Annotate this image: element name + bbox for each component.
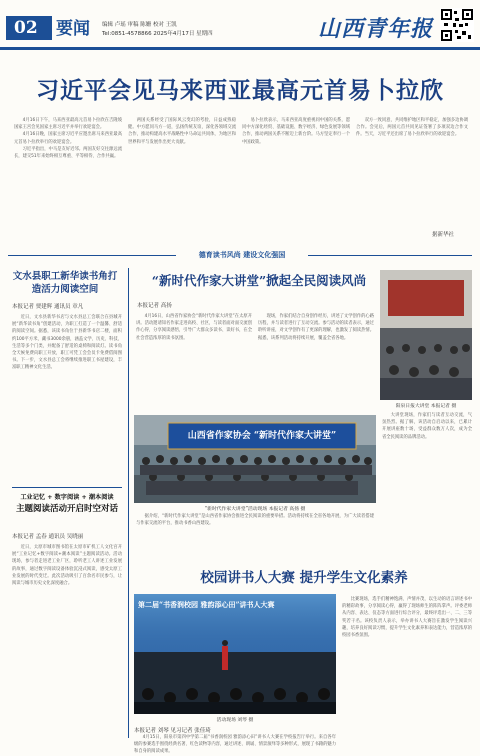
story-byline-lecture: 本报记者 高扬 bbox=[137, 303, 172, 309]
lead-paragraph: 两国关系经受了国际风云变幻的考验，日益成熟稳健。中方愿同马方一道，弘扬传统友谊，深化各领域交流合作，推动构建高水平战略性中马命运共同体，为地区和世界和平与发展作出更大贡献。 bbox=[128, 118, 236, 145]
contest-screen-text: 第二届“书香润校园 雅韵添心田”讲书人大赛 bbox=[138, 600, 275, 609]
story-byline-storyteller: 本报记者 刘琴 见习记者 张佳琦 bbox=[134, 728, 211, 734]
story-body-lecture-left bbox=[136, 313, 252, 413]
story-title-reading: 主题阅读活动开启时空对话 bbox=[15, 504, 118, 514]
lead-paragraph: 4月16日晚，国家主席习近平应邀出席马来西亚最高元首易卜拉欣举行的欢迎宴会。 bbox=[14, 132, 122, 145]
story-paragraph: 近日，太原市城市图书馆在太原市矿机工人文化宫开展“工业记忆+数字阅读+潮本阅读”主题阅读活动。活动现场，参与者走进老工业厂区，聆听老工人讲述工业发展的故事，通过数字阅读设备体验沉浸式阅读，感受太原工业发展的时代变迁。此次活动吸引了百余名市民参与，让阅读与城市历史文化深度融合。 bbox=[12, 545, 122, 587]
group-photo-writers bbox=[134, 415, 376, 503]
lead-article-column-4 bbox=[356, 117, 468, 227]
lead-article-column-2 bbox=[128, 117, 236, 239]
lead-paragraph: 易卜拉欣表示，马来西亚高度重视同中国的关系，愿同中方深化经贸、基础设施、数字经济、绿色发展等领域合作，推动两国关系不断迈上新台阶。马方坚定奉行一个中国政策。 bbox=[242, 118, 350, 145]
story-byline-wenshui: 本报记者 贾建辉 通讯员 章凡 bbox=[12, 304, 84, 310]
section-title: 要闻 bbox=[56, 19, 90, 39]
story-body-wenshui bbox=[12, 314, 122, 484]
story-byline-reading: 本报记者 孟春 通讯员 吴晓丽 bbox=[12, 534, 84, 540]
story-title-lecture: “新时代作家大讲堂”掀起全民阅读风尚 bbox=[151, 273, 367, 288]
lead-source: 据新华社 bbox=[432, 232, 455, 238]
lead-paragraph: 4月16日下午，马来西亚最高元首易卜拉欣在吉隆坡国家王宫会见国家主席习近平并举行欢迎宴会。 bbox=[14, 118, 122, 131]
main-headline: 习近平会见马来西亚最高元首易卜拉欣 bbox=[36, 77, 444, 104]
section-banner-text: 德育读书风尚 建设文化强国 bbox=[176, 249, 308, 262]
story-paragraph: 比赛现场，选手们精神饱满、声情并茂，以生动的语言讲述书中的精彩故事，分享阅读心得，赢得了现场师生的阵阵掌声。评委老师从内容、表达、仪态等方面进行综合评分，最终评选出一、二、三等奖若干名。该校负责人表示，举办讲书人大赛旨在激发学生阅读兴趣，培养良好阅读习惯，提升学生文化素养和表达能力，营造浓厚的校园书香氛围。 bbox=[342, 597, 472, 639]
lead-article-column-3 bbox=[242, 117, 350, 239]
story-title-storyteller: 校园讲书人大赛 提升学生文化素养 bbox=[200, 570, 408, 586]
story-divider bbox=[12, 487, 122, 488]
lecture-stage-photo bbox=[380, 270, 472, 400]
lecture-stage-caption: 阳泉日报大讲堂 本报记者 摄 bbox=[395, 404, 457, 409]
story-paragraph: 据介绍，“新时代作家大讲堂”是山西省作家协会推进全民阅读的重要举措。活动将持续在全省各地开展，为广大读者搭建与作家交流的平台，推动书香山西建设。 bbox=[136, 514, 374, 527]
story-paragraph: 近日，文水县新华书店与文水县总工会联合在县城开展“新华读书角”创建活动，为职工打造了一个温馨、舒适的阅读空间。据悉，该读书角位于县新华书店二楼，面积约100平方米，藏书3000余册，涵盖文学、历史、科技、生活等多个门类，并配备了舒适的桌椅和阅读灯。读书角全天候免费向职工开放，职工可凭工会会员卡免费借阅图书。下一步，文水县总工会将继续推进职工书屋建设，丰富职工精神文化生活。 bbox=[12, 315, 122, 371]
section-banner bbox=[8, 249, 472, 262]
page-header bbox=[0, 0, 480, 46]
story-title-wenshui: 文水县职工新华读书角打造活力阅读空间 bbox=[12, 271, 118, 295]
lead-paragraph: 双方一致同意，共同维护地区和平稳定，加强多边协调合作。会见后，两国元首共同见证签署了多项双边合作文件。当天，习近平还出席了易卜拉欣举行的欢迎宴会。 bbox=[356, 118, 468, 138]
story-kicker-reading: 工业记忆 + 数字阅读 + 潮本阅读 bbox=[20, 494, 114, 501]
header-rule bbox=[0, 47, 480, 50]
column-divider bbox=[128, 268, 129, 738]
lecture-stage-image bbox=[380, 270, 472, 400]
contest-stage-image bbox=[134, 594, 336, 714]
story-body-reading bbox=[12, 544, 122, 740]
right-column-body bbox=[382, 412, 472, 552]
editor-credits: 编辑 卢瑶 审稿 陈姗 校对 王凯 bbox=[102, 22, 177, 28]
lead-article-column-1 bbox=[14, 117, 122, 239]
story-paragraph: 大讲堂现场，作家们与读者互动交流，气氛热烈。据了解，该活动自启动以来，已累计开展讲座数十场，受益群众数万人次，成为全省全民阅读的品牌活动。 bbox=[382, 413, 472, 440]
story-paragraph: 现场，作家们结合自身创作经历，讲述了文学创作的心路历程，并与读者进行了互动交流。参与活动的读者表示，通过聆听讲座，对文学创作有了更深的理解，也激发了阅读热情。据悉，该系列活动将持续开展，覆盖全省各地。 bbox=[258, 314, 375, 341]
photo-banner-text: 山西省作家协会 “新时代作家大讲堂” bbox=[187, 431, 337, 441]
lead-paragraph: 习近平指出，中马是友好近邻。两国友好交往源远流长，建交51年来始终相互尊重、平等相待、合作共赢。 bbox=[14, 146, 122, 160]
story-paragraph: 4月15日，阳泉市第四中学第二届“书香润校园 雅韵添心田”讲书人大赛在学校报告厅举行。来自各年级的参赛选手围绕经典名著、红色读物等内容，通过讲述、朗诵、情景演绎等多种形式，展现了书籍的魅力和自身的阅读成果。 bbox=[134, 735, 336, 755]
story-body-storyteller-right bbox=[342, 596, 472, 740]
newspaper-logo: 山西青年报 bbox=[318, 16, 434, 42]
story-paragraph: 4月16日，山西省作家协会“新时代作家大讲堂”在太原开讲。活动邀请知名作家走进高校、社区，与读者面对面交流创作心得，分享阅读感悟，引导广大群众多读书、读好书，在全社会营造浓厚的读书氛围。 bbox=[136, 314, 253, 341]
story-body-lecture-below bbox=[136, 513, 374, 553]
issue-date-line: Tel:0851-4578866 2025年4月17日 星期四 bbox=[102, 31, 213, 37]
page-number: 02 bbox=[6, 16, 52, 40]
contest-photo-caption: 活动现场 刘琴 摄 bbox=[216, 718, 254, 723]
qr-code-icon bbox=[440, 8, 474, 42]
story-body-lecture-right bbox=[258, 313, 374, 413]
group-photo-caption: “新时代作家大讲堂”活动现场 本报记者 高扬 摄 bbox=[204, 507, 306, 512]
story-body-storyteller-left bbox=[134, 734, 336, 755]
contest-stage-photo bbox=[134, 594, 336, 714]
